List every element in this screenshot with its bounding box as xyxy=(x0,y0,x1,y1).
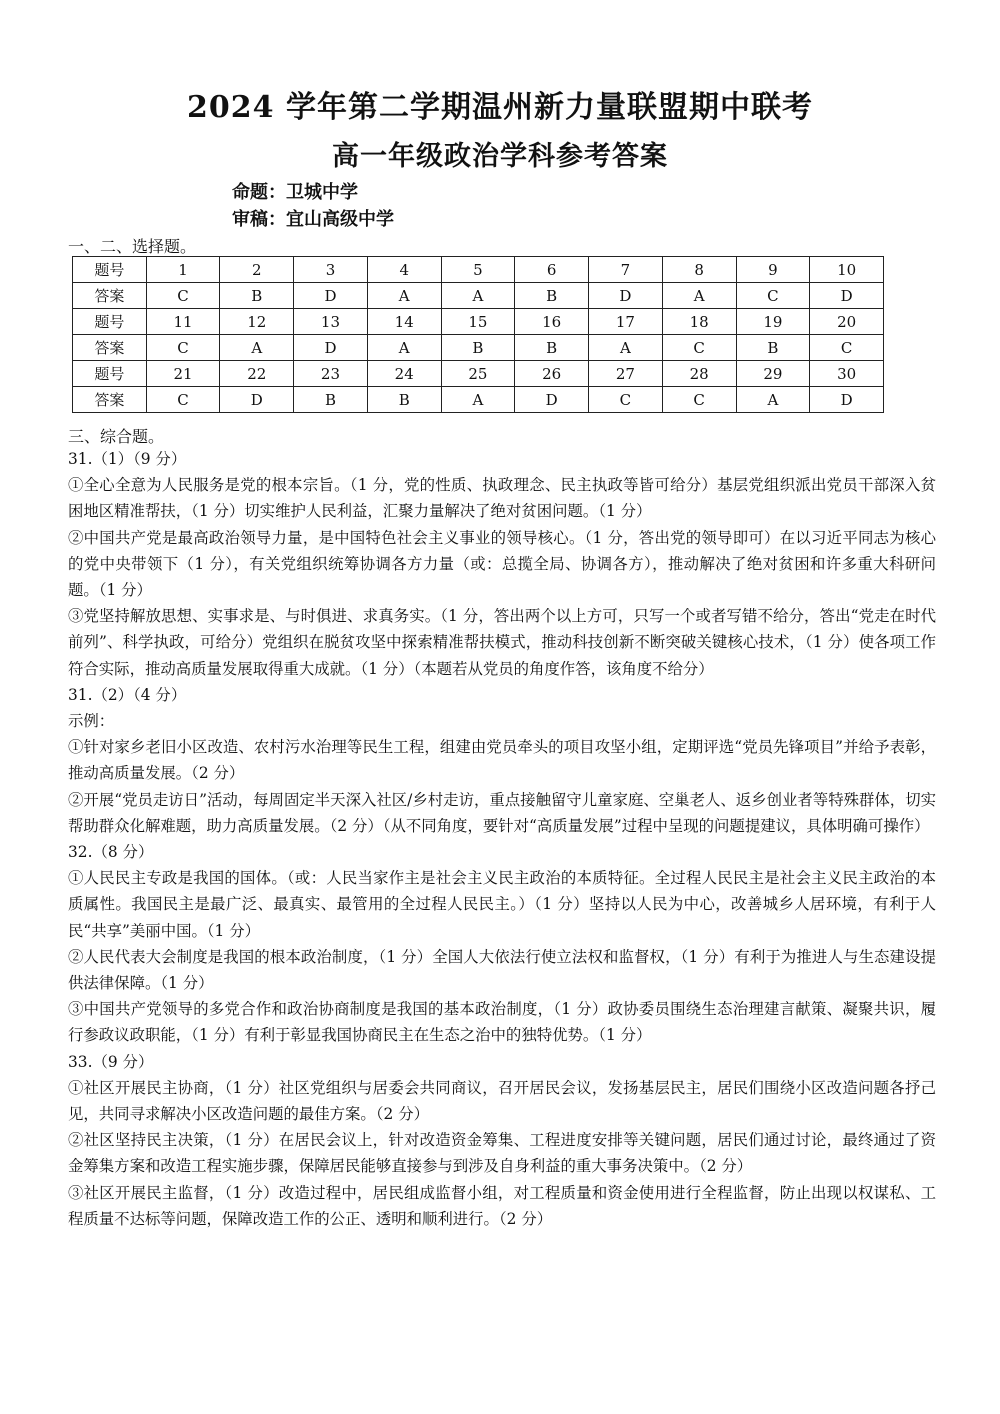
answer-cell: A xyxy=(367,335,441,361)
question-number-cell: 6 xyxy=(515,257,589,283)
label-answer: 答案 xyxy=(73,335,147,361)
answer-cell: D xyxy=(294,283,368,309)
question-number-cell: 30 xyxy=(810,361,884,387)
question-number-cell: 26 xyxy=(515,361,589,387)
proposer-line: 命题：卫城中学 xyxy=(232,182,358,203)
answer-paragraph: ②人民代表大会制度是我国的根本政治制度，（1 分）全国人大依法行使立法权和监督权，（1 分）有利于为推进人与生态建设提供法律保障。（1 分） xyxy=(68,947,936,993)
answer-cell: B xyxy=(515,283,589,309)
question-number-cell: 23 xyxy=(294,361,368,387)
answer-cell: A xyxy=(736,387,810,413)
answer-paragraph: ①全心全意为人民服务是党的根本宗旨。（1 分，党的性质、执政理念、民主执政等皆可给分）基层党组织派出党员干部深入贫困地区精准帮扶，（1 分）切实维护人民利益，汇聚力量解决了绝对贫困问题。（1 分） xyxy=(68,476,936,521)
answer-cell: C xyxy=(146,335,220,361)
answer-paragraph: 33.（9 分） xyxy=(68,1052,154,1071)
question-number-cell: 12 xyxy=(220,309,294,335)
answer-cell: B xyxy=(294,387,368,413)
label-question-number: 题号 xyxy=(73,309,147,335)
question-number-cell: 1 xyxy=(146,257,220,283)
question-number-cell: 16 xyxy=(515,309,589,335)
answer-cell: D xyxy=(220,387,294,413)
label-question-number: 题号 xyxy=(73,257,147,283)
answer-cell: B xyxy=(736,335,810,361)
question-number-cell: 20 xyxy=(810,309,884,335)
answer-cell: A xyxy=(220,335,294,361)
answer-cell: B xyxy=(220,283,294,309)
answer-cell: D xyxy=(810,387,884,413)
label-answer: 答案 xyxy=(73,387,147,413)
answer-cell: C xyxy=(146,283,220,309)
answer-row xyxy=(73,387,884,413)
answer-cell: C xyxy=(662,335,736,361)
answer-cell: B xyxy=(441,335,515,361)
answer-paragraph: ①社区开展民主协商，（1 分）社区党组织与居委会共同商议，召开居民会议，发扬基层民主，居民们围绕小区改造问题各抒己见，共同寻求解决小区改造问题的最佳方案。（2 分） xyxy=(68,1078,936,1124)
question-number-cell: 19 xyxy=(736,309,810,335)
question-number-row xyxy=(73,257,884,283)
question-number-cell: 24 xyxy=(367,361,441,387)
question-number-cell: 8 xyxy=(662,257,736,283)
answer-paragraph: 示例： xyxy=(68,712,115,731)
answer-paragraph: 31.（1）（9 分） xyxy=(68,450,187,468)
question-number-cell: 18 xyxy=(662,309,736,335)
question-number-cell: 4 xyxy=(367,257,441,283)
answer-row xyxy=(73,335,884,361)
answer-cell: C xyxy=(662,387,736,413)
question-number-cell: 27 xyxy=(589,361,663,387)
section-choice-heading: 一、二、选择题。 xyxy=(68,237,197,256)
question-number-cell: 7 xyxy=(589,257,663,283)
question-number-cell: 13 xyxy=(294,309,368,335)
question-number-cell: 29 xyxy=(736,361,810,387)
label-question-number: 题号 xyxy=(73,361,147,387)
question-number-row xyxy=(73,361,884,387)
answer-paragraph: 31.（2）（4 分） xyxy=(68,685,187,704)
answer-paragraph: ②开展“党员走访日”活动，每周固定半天深入社区/乡村走访，重点接触留守儿童家庭、空巢老人、返乡创业者等特殊群体，切实帮助群众化解难题，助力高质量发展。（2 分）（从不同角度，要针对“高质量发展”过程中呈现的问题提建议，具体明确可操作） xyxy=(68,790,936,835)
answer-cell: C xyxy=(736,283,810,309)
answer-paragraph: ②社区坚持民主决策，（1 分）在居民会议上，针对改造资金筹集、工程进度安排等关键问题，居民们通过讨论，最终通过了资金筹集方案和改造工程实施步骤，保障居民能够直接参与到涉及自身利益的重大事务决策中。（2 分） xyxy=(68,1131,936,1176)
answer-cell: C xyxy=(589,387,663,413)
question-number-cell: 11 xyxy=(146,309,220,335)
answer-row xyxy=(73,283,884,309)
answer-cell: A xyxy=(589,335,663,361)
answer-cell: B xyxy=(367,387,441,413)
answer-cell: B xyxy=(515,335,589,361)
answer-body xyxy=(68,446,936,1232)
answer-paragraph: ③中国共产党领导的多党合作和政治协商制度是我国的基本政治制度，（1 分）政协委员围绕生态治理建言献策、凝聚共识，履行参政议政职能，（1 分）有利于彰显我国协商民主在生态之治中的独特优势。（1 分） xyxy=(68,1000,936,1045)
answer-paragraph: ①人民民主专政是我国的国体。（或：人民当家作主是社会主义民主政治的本质特征。全过程人民民主是社会主义民主政治的本质属性。我国民主是最广泛、最真实、最管用的全过程人民民主。）（1 分）坚持以人民为中心，改善城乡人居环境，有利于人民“共享”美丽中国。（1 分） xyxy=(68,869,936,940)
answer-paragraph: ②中国共产党是最高政治领导力量，是中国特色社会主义事业的领导核心。（1 分，答出党的领导即可）在以习近平同志为核心的党中央带领下（1 分），有关党组织统筹协调各方力量（或：总揽全局、协调各方），推动解决了绝对贫困和许多重大科研问题。（1 分） xyxy=(68,528,936,600)
reviewer-line: 审稿：宜山高级中学 xyxy=(232,209,394,230)
question-number-cell: 17 xyxy=(589,309,663,335)
answer-cell: A xyxy=(441,283,515,309)
page-title: 2024 学年第二学期温州新力量联盟期中联考 xyxy=(187,90,813,125)
question-number-cell: 10 xyxy=(810,257,884,283)
section-comprehensive-heading: 三、综合题。 xyxy=(68,427,165,446)
answer-cell: D xyxy=(810,283,884,309)
question-number-cell: 28 xyxy=(662,361,736,387)
answer-table xyxy=(72,256,884,413)
answer-cell: D xyxy=(294,335,368,361)
question-number-cell: 15 xyxy=(441,309,515,335)
answer-paragraph: ③社区开展民主监督，（1 分）改造过程中，居民组成监督小组，对工程质量和资金使用进行全程监督，防止出现以权谋私、工程质量不达标等问题，保障改造工作的公正、透明和顺利进行。（2 分） xyxy=(68,1183,936,1228)
answer-cell: C xyxy=(810,335,884,361)
page-subtitle: 高一年级政治学科参考答案 xyxy=(332,141,668,172)
question-number-cell: 5 xyxy=(441,257,515,283)
question-number-cell: 9 xyxy=(736,257,810,283)
question-number-cell: 22 xyxy=(220,361,294,387)
answer-paragraph: ③党坚持解放思想、实事求是、与时俱进、求真务实。（1 分，答出两个以上方可，只写一个或者写错不给分，答出“党走在时代前列”、科学执政，可给分）党组织在脱贫攻坚中探索精准帮扶模式，推动科技创新不断突破关键核心技术，（1 分）使各项工作符合实际，推动高质量发展取得重大成就。（1 分）（本题若从党员的角度作答，该角度不给分） xyxy=(68,607,936,678)
answer-cell: A xyxy=(367,283,441,309)
label-answer: 答案 xyxy=(73,283,147,309)
answer-cell: D xyxy=(589,283,663,309)
answer-paragraph: ①针对家乡老旧小区改造、农村污水治理等民生工程，组建由党员牵头的项目攻坚小组，定期评选“党员先锋项目”并给予表彰，推动高质量发展。（2 分） xyxy=(68,738,936,783)
question-number-cell: 21 xyxy=(146,361,220,387)
question-number-cell: 14 xyxy=(367,309,441,335)
answer-cell: C xyxy=(146,387,220,413)
question-number-row xyxy=(73,309,884,335)
question-number-cell: 25 xyxy=(441,361,515,387)
question-number-cell: 2 xyxy=(220,257,294,283)
answer-paragraph: 32.（8 分） xyxy=(68,843,154,862)
question-number-cell: 3 xyxy=(294,257,368,283)
answer-cell: A xyxy=(662,283,736,309)
answer-cell: D xyxy=(515,387,589,413)
answer-cell: A xyxy=(441,387,515,413)
